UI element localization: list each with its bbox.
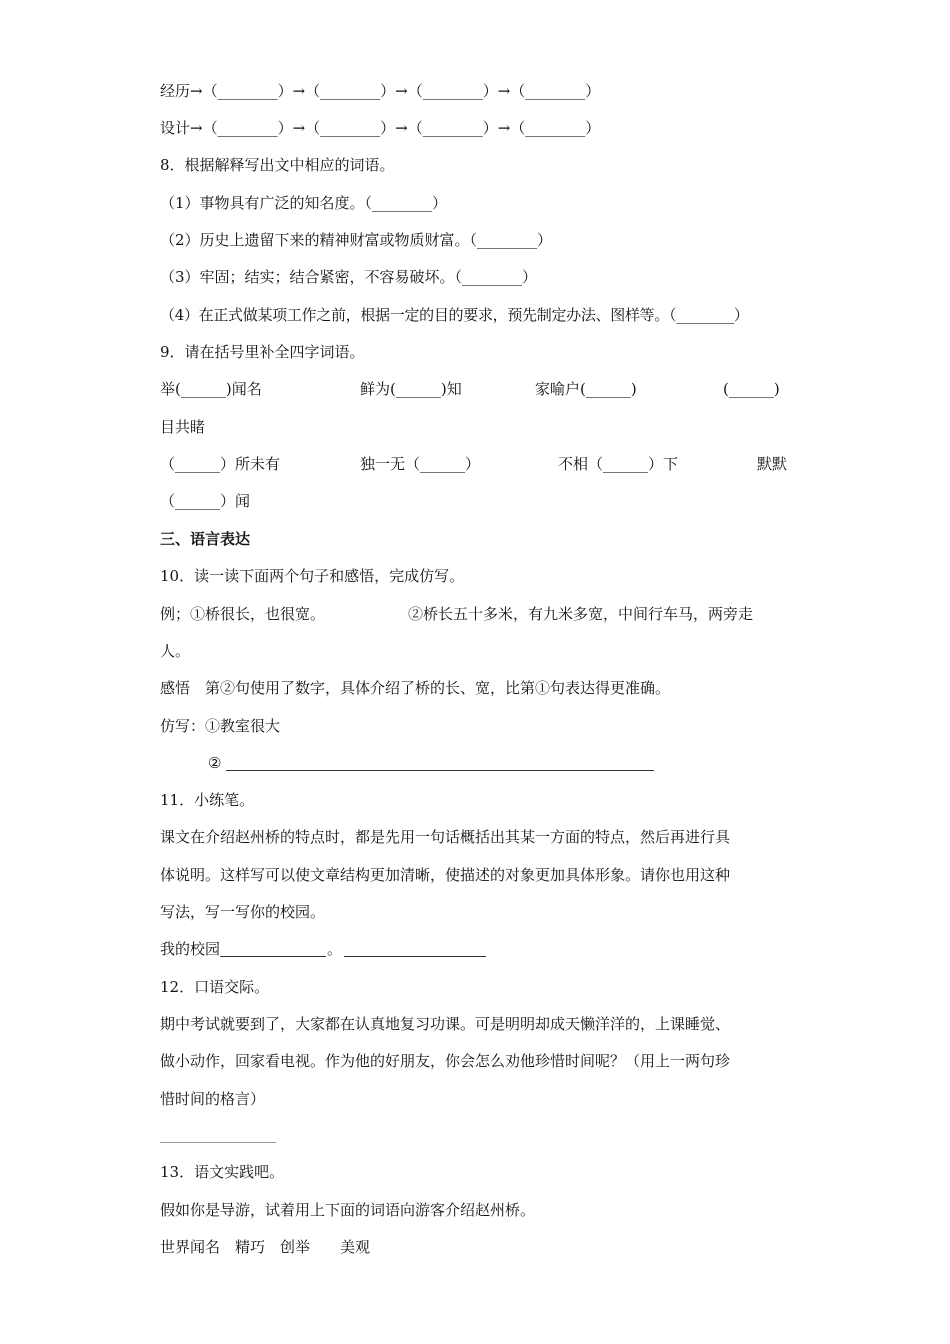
- idiom-a: 举(______)闻名: [160, 380, 262, 398]
- question-11-answer-prefix: 我的校园: [160, 940, 221, 958]
- question-10-example-1: 例；①桥很长，也很宽。: [160, 605, 326, 623]
- idiom-c: 家喻户(______): [535, 380, 637, 398]
- question-10-imitation-1: 仿写：①教室很大: [160, 717, 281, 735]
- question-13-paragraph: 假如你是导游，试着用上下面的词语向游客介绍赵州桥。: [160, 1201, 536, 1219]
- question-10-imitation-2: ②: [208, 754, 222, 772]
- question-12-paragraph-1: 期中考试就要到了，大家都在认真地复习功课。可是明明却成天懒洋洋的，上课睡觉、: [160, 1015, 731, 1033]
- line-sheji: 设计→（________）→（________）→（________）→（________）: [160, 119, 601, 137]
- question-8-item-3: （3）牢固；结实；结合紧密，不容易破坏。（________）: [160, 268, 538, 286]
- idiom-e: （______）所未有: [160, 455, 281, 473]
- answer-line-campus-2[interactable]: [344, 956, 486, 957]
- section-3-heading: 三、语言表达: [160, 530, 251, 548]
- idiom-b: 鲜为(______)知: [360, 380, 462, 398]
- question-8-item-2: （2）历史上遗留下来的精神财富或物质财富。（________）: [160, 231, 553, 249]
- idiom-h: 默默: [757, 455, 788, 473]
- question-12-title: 12．口语交际。: [160, 978, 270, 996]
- question-8-item-4: （4）在正式做某项工作之前，根据一定的目的要求，预先制定办法、图样等。（________）: [160, 306, 749, 324]
- question-10-title: 10．读一读下面两个句子和感悟，完成仿写。: [160, 567, 465, 585]
- question-11-paragraph-1: 课文在介绍赵州桥的特点时，都是先用一句话概括出其某一方面的特点，然后再进行具: [160, 828, 731, 846]
- idiom-g: 不相（______）下: [558, 455, 679, 473]
- question-13-word-list: 世界闻名 精巧 创举 美观: [160, 1238, 371, 1256]
- answer-line-advice[interactable]: [160, 1142, 276, 1143]
- question-12-paragraph-2: 做小动作，回家看电视。作为他的好朋友，你会怎么劝他珍惜时间呢？（用上一两句珍: [160, 1052, 731, 1070]
- question-11-answer-period: 。: [327, 940, 343, 958]
- question-10-example-2-cont: 人。: [160, 642, 191, 660]
- answer-line-campus-1[interactable]: [220, 956, 326, 957]
- question-11-paragraph-3: 写法，写一写你的校园。: [160, 903, 326, 921]
- idiom-d: (______): [723, 380, 780, 398]
- idiom-h-cont: （______）闻: [160, 492, 251, 510]
- question-12-paragraph-3: 惜时间的格言）: [160, 1090, 266, 1108]
- question-8-title: 8．根据解释写出文中相应的词语。: [160, 156, 395, 174]
- idiom-f: 独一无（______）: [360, 455, 481, 473]
- question-11-paragraph-2: 体说明。这样写可以使文章结构更加清晰，使描述的对象更加具体形象。请你也用这种: [160, 866, 731, 884]
- answer-line-imitation[interactable]: [226, 770, 654, 771]
- question-13-title: 13．语文实践吧。: [160, 1163, 285, 1181]
- idiom-d-cont: 目共睹: [160, 418, 206, 436]
- question-11-title: 11．小练笔。: [160, 791, 255, 809]
- line-jingli: 经历→（________）→（________）→（________）→（________）: [160, 82, 601, 100]
- question-8-item-1: （1）事物具有广泛的知名度。（________）: [160, 194, 448, 212]
- question-10-insight: 感悟 第②句使用了数字，具体介绍了桥的长、宽，比第①句表达得更准确。: [160, 679, 671, 697]
- question-10-example-2: ②桥长五十多米，有九米多宽，中间行车马，两旁走: [408, 605, 754, 623]
- question-9-title: 9．请在括号里补全四字词语。: [160, 343, 365, 361]
